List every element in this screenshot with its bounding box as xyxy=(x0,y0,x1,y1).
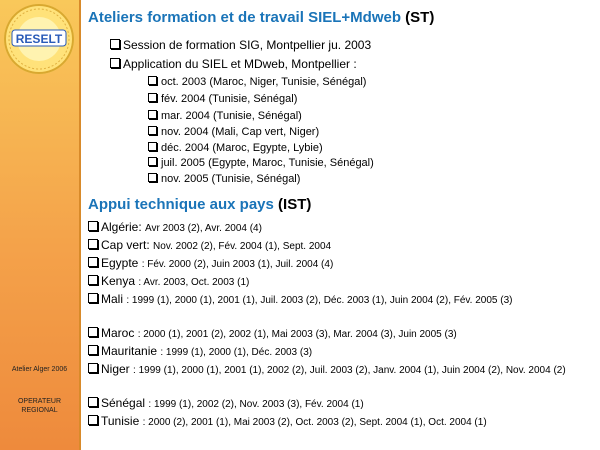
sub-list-item: oct. 2003 (Maroc, Niger, Tunisie, Sénégal) xyxy=(148,75,366,89)
checkbox-bullet-icon xyxy=(148,110,157,119)
country-row: Algérie: Avr 2003 (2), Avr. 2004 (4) xyxy=(88,220,262,236)
checkbox-bullet-icon xyxy=(88,293,98,303)
checkbox-bullet-icon xyxy=(110,39,120,49)
country-row: Egypte : Fév. 2000 (2), Juin 2003 (1), Juil. 2004 (4) xyxy=(88,256,333,272)
sub-list-item: déc. 2004 (Maroc, Egypte, Lybie) xyxy=(148,141,323,155)
country-row: Maroc : 2000 (1), 2001 (2), 2002 (1), Mai 2003 (3), Mar. 2004 (3), Juin 2005 (3) xyxy=(88,326,457,342)
checkbox-bullet-icon xyxy=(88,257,98,267)
country-row: Kenya : Avr. 2003, Oct. 2003 (1) xyxy=(88,274,249,290)
reselt-logo xyxy=(4,4,74,74)
checkbox-bullet-icon xyxy=(148,157,157,166)
section2-heading xyxy=(88,196,311,213)
checkbox-bullet-icon xyxy=(148,173,157,182)
role-caption-line1: OPERATEUR xyxy=(17,398,62,405)
checkbox-bullet-icon xyxy=(88,221,98,231)
checkbox-bullet-icon xyxy=(88,275,98,285)
country-row: Niger : 1999 (1), 2000 (1), 2001 (1), 2002 (2), Juil. 2003 (2), Janv. 2004 (1), Juin 2004 (2), Nov. 2004 (2) xyxy=(88,362,588,378)
checkbox-bullet-icon xyxy=(148,76,157,85)
sub-list-item: mar. 2004 (Tunisie, Sénégal) xyxy=(148,109,302,123)
section2-title: Appui technique aux pays xyxy=(88,196,274,213)
sub-list-item: nov. 2005 (Tunisie, Sénégal) xyxy=(148,172,300,186)
checkbox-bullet-icon xyxy=(110,58,120,68)
section2-tag: (IST) xyxy=(278,196,312,213)
checkbox-bullet-icon xyxy=(148,126,157,135)
sidebar xyxy=(0,0,79,450)
checkbox-bullet-icon xyxy=(88,397,98,407)
event-caption: Atelier Alger 2006 xyxy=(11,366,68,373)
list-item: Application du SIEL et MDweb, Montpellier : xyxy=(110,57,357,71)
checkbox-bullet-icon xyxy=(88,415,98,425)
sub-list-item: juil. 2005 (Egypte, Maroc, Tunisie, Sénégal) xyxy=(148,156,374,170)
checkbox-bullet-icon xyxy=(148,93,157,102)
role-caption-line2: REGIONAL xyxy=(21,407,58,414)
logo-text: RESELT xyxy=(15,32,63,46)
country-row: Cap vert: Nov. 2002 (2), Fév. 2004 (1), Sept. 2004 xyxy=(88,238,331,254)
country-row: Tunisie : 2000 (2), 2001 (1), Mai 2003 (2), Oct. 2003 (2), Sept. 2004 (1), Oct. 2004 (1) xyxy=(88,414,588,430)
checkbox-bullet-icon xyxy=(88,345,98,355)
country-row: Sénégal : 1999 (1), 2002 (2), Nov. 2003 (3), Fév. 2004 (1) xyxy=(88,396,364,412)
checkbox-bullet-icon xyxy=(88,327,98,337)
country-row: Mauritanie : 1999 (1), 2000 (1), Déc. 2003 (3) xyxy=(88,344,312,360)
checkbox-bullet-icon xyxy=(148,142,157,151)
checkbox-bullet-icon xyxy=(88,363,98,373)
sub-list-item: fév. 2004 (Tunisie, Sénégal) xyxy=(148,92,297,106)
section1-title: Ateliers formation et de travail SIEL+Mdweb xyxy=(88,9,401,26)
sidebar-divider xyxy=(79,0,81,450)
checkbox-bullet-icon xyxy=(88,239,98,249)
section1-tag: (ST) xyxy=(405,9,435,26)
country-row: Mali : 1999 (1), 2000 (1), 2001 (1), Juil. 2003 (2), Déc. 2003 (1), Juin 2004 (2), Fév. 2005 (3) xyxy=(88,292,588,308)
sub-list-item: nov. 2004 (Mali, Cap vert, Niger) xyxy=(148,125,319,139)
section1-heading xyxy=(88,9,434,26)
list-item: Session de formation SIG, Montpellier ju. 2003 xyxy=(110,38,371,52)
